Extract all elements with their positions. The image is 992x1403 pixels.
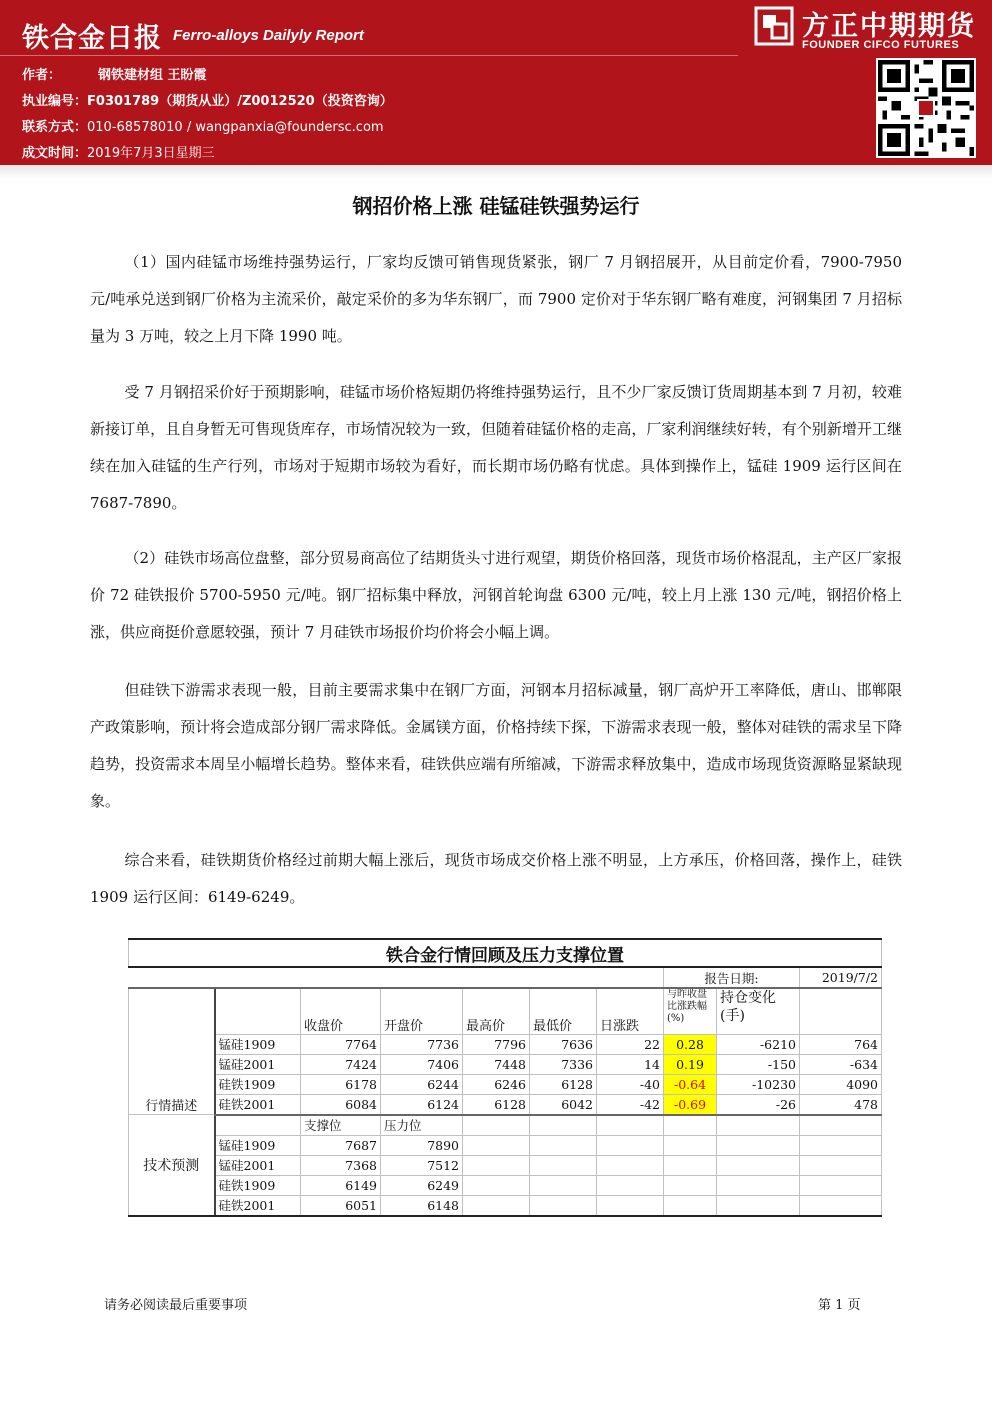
license-line — [22, 90, 393, 109]
col-open: 开盘价 — [381, 988, 463, 1034]
header-shadow-band — [0, 165, 992, 179]
paragraph-3: （2）硅铁市场高位盘整，部分贸易商高位了结期货头寸进行观望，期货价格回落，现货市场价格混乱，主产区厂家报价 72 硅铁报价 5700-5950 元/吨。钢厂招标集中释放，河钢首轮询盘 6300 元/吨，较上月上涨 130 元/吨，钢招价格上涨，供应商挺价意愿较强，预计 7 月硅铁市场报价均价将会小幅上调。 — [90, 549, 902, 641]
col-oi-change: 持仓变化(手) — [717, 988, 800, 1034]
col-daily-change: 日涨跌 — [597, 988, 664, 1034]
brand-name-en: FOUNDER CIFCO FUTURES — [802, 39, 960, 51]
col-support: 支撑位 — [301, 1115, 381, 1136]
report-header — [0, 0, 992, 165]
col-pct-change: 与昨收盘比涨跌幅(%) — [664, 988, 717, 1034]
report-date-value: 2019/7/2 — [800, 967, 882, 988]
table-row: 硅铁2001 6084 6124 6128 6042 -42 -0.69 -26 478 — [129, 1094, 882, 1115]
group-market-desc: 行情描述 — [129, 988, 215, 1115]
paragraph-1: （1）国内硅锰市场维持强势运行，厂家均反馈可销售现货紧张，钢厂 7 月钢招展开，从目前定价看，7900-7950 元/吨承兑送到钢厂价格为主流采价，敲定采价的多为华东钢厂，而 7900 定价对于华东钢厂略有难度，河钢集团 7 月招标量为 3 万吨，较之上月下降 1990 吨。 — [90, 253, 902, 345]
table-row: 锰硅1909 7764 7736 7796 7636 22 0.28 -6210 764 — [129, 1034, 882, 1054]
author-label: 作者： — [22, 68, 62, 83]
author-line — [22, 64, 207, 83]
contact-label: 联系方式： — [22, 120, 88, 135]
date-line — [22, 142, 215, 161]
report-title-en: Ferro-alloys Dailyly Report — [173, 27, 364, 44]
table-title: 铁合金行情回顾及压力支撑位置 — [129, 939, 882, 967]
table-row: 锰硅2001 7368 7512 — [129, 1155, 882, 1175]
contact-line — [22, 116, 384, 135]
col-low: 最低价 — [530, 988, 597, 1034]
table-row: 锰硅1909 7687 7890 — [129, 1135, 882, 1155]
col-close: 收盘价 — [301, 988, 381, 1034]
group-tech-forecast: 技术预测 — [129, 1115, 215, 1216]
table-row: 硅铁1909 6149 6249 — [129, 1175, 882, 1195]
founder-logo-icon — [754, 6, 794, 46]
col-resistance: 压力位 — [381, 1115, 463, 1136]
qr-code-icon — [876, 58, 976, 158]
paragraph-2: 受 7 月钢招采价好于预期影响，硅锰市场价格短期仍将维持强势运行，且不少厂家反馈订货周期基本到 7 月初，较难新接订单，且自身暂无可售现货库存，市场情况较为一致，但随着硅锰价格的走高，厂家利润继续好转，有个别新增开工继续在加入硅锰的生产行列，市场对于短期市场较为看好，而长期市场仍略有忧虑。具体到操作上，锰硅 1909 运行区间在 7687-7890。 — [90, 383, 902, 512]
contact-value[interactable]: 010-68578010 / wangpanxia@foundersc.com — [87, 120, 384, 135]
header-divider — [0, 55, 738, 56]
paragraph-4: 但硅铁下游需求表现一般，目前主要需求集中在钢厂方面，河钢本月招标减量，钢厂高炉开工率降低，唐山、邯郸限产政策影响，预计将会造成部分钢厂需求降低。金属镁方面，价格持续下探，下游需求表现一般，整体对硅铁的需求呈下降趋势，投资需求本周呈小幅增长趋势。整体来看，硅铁供应端有所缩减，下游需求释放集中，造成市场现货资源略显紧缺现象。 — [90, 681, 902, 810]
date-value: 2019年7月3日星期三 — [87, 146, 215, 161]
report-date-label: 报告日期: — [664, 967, 800, 988]
table-row: 锰硅2001 7424 7406 7448 7336 14 0.19 -150 -634 — [129, 1054, 882, 1074]
brand-name-cn: 方正中期期货 — [802, 11, 976, 42]
report-title: 铁合金日报 — [22, 23, 162, 54]
market-review-table — [128, 938, 882, 1217]
date-label: 成文时间： — [22, 146, 88, 161]
paragraph-5: 综合来看，硅铁期货价格经过前期大幅上涨后，现货市场成交价格上涨不明显，上方承压，价格回落，操作上，硅铁 1909 运行区间：6149-6249。 — [90, 851, 902, 906]
license-label: 执业编号： — [22, 94, 88, 109]
document-title: 钢招价格上涨 硅锰硅铁强势运行 — [352, 194, 640, 218]
footer-notice: 请务必阅读最后重要事项 — [104, 1298, 248, 1313]
table-row: 硅铁1909 6178 6244 6246 6128 -40 -0.64 -10230 4090 — [129, 1074, 882, 1094]
author-value: 钢铁建材组 王盼霞 — [98, 68, 207, 83]
table-row: 硅铁2001 6051 6148 — [129, 1195, 882, 1216]
license-value: F0301789（期货从业）/Z0012520（投资咨询） — [87, 94, 393, 109]
page-number: 第 1 页 — [818, 1298, 861, 1313]
col-high: 最高价 — [463, 988, 530, 1034]
